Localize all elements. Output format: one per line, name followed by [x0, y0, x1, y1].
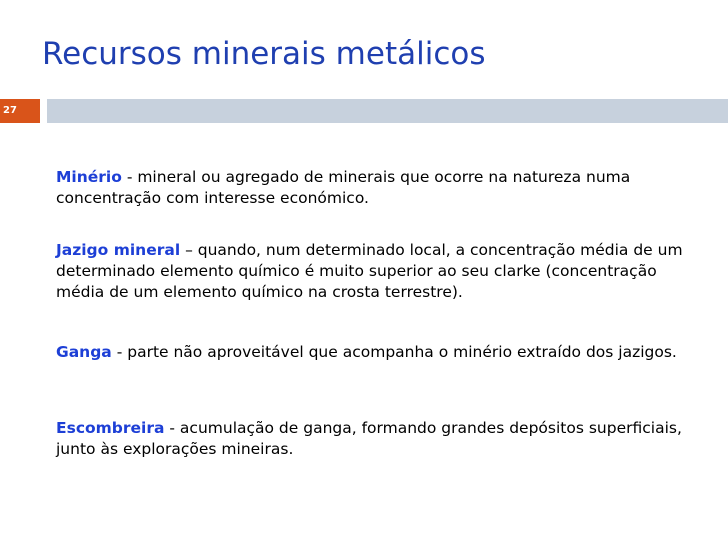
slide-number: 27: [0, 99, 40, 123]
definition-text-minerio: - mineral ou agregado de minerais que ocorre na natureza numa concentração com interesse económico.: [56, 168, 631, 207]
definition-text-escombreira: - acumulação de ganga, formando grandes depósitos superficiais, junto às explorações mineiras.: [56, 419, 682, 458]
definition-minerio: [56, 167, 706, 209]
definition-text-ganga: - parte não aproveitável que acompanha o minério extraído dos jazigos.: [111, 343, 677, 361]
definition-ganga: [56, 342, 706, 363]
definition-jazigo-mineral: [56, 240, 706, 303]
term-escombreira: Escombreira: [56, 419, 165, 437]
term-minerio: Minério: [56, 168, 122, 186]
term-ganga: Ganga: [56, 343, 112, 361]
definition-text-jazigo-mineral: – quando, num determinado local, a concentração média de um determinado elemento químico é muito superior ao seu clarke (concentração média de um elemento químico na crosta terrestre).: [56, 241, 683, 301]
term-jazigo-mineral: Jazigo mineral: [56, 241, 181, 259]
slide-title: Recursos minerais metálicos: [42, 36, 486, 72]
definition-escombreira: [56, 418, 706, 460]
title-divider-bar: [47, 99, 728, 123]
